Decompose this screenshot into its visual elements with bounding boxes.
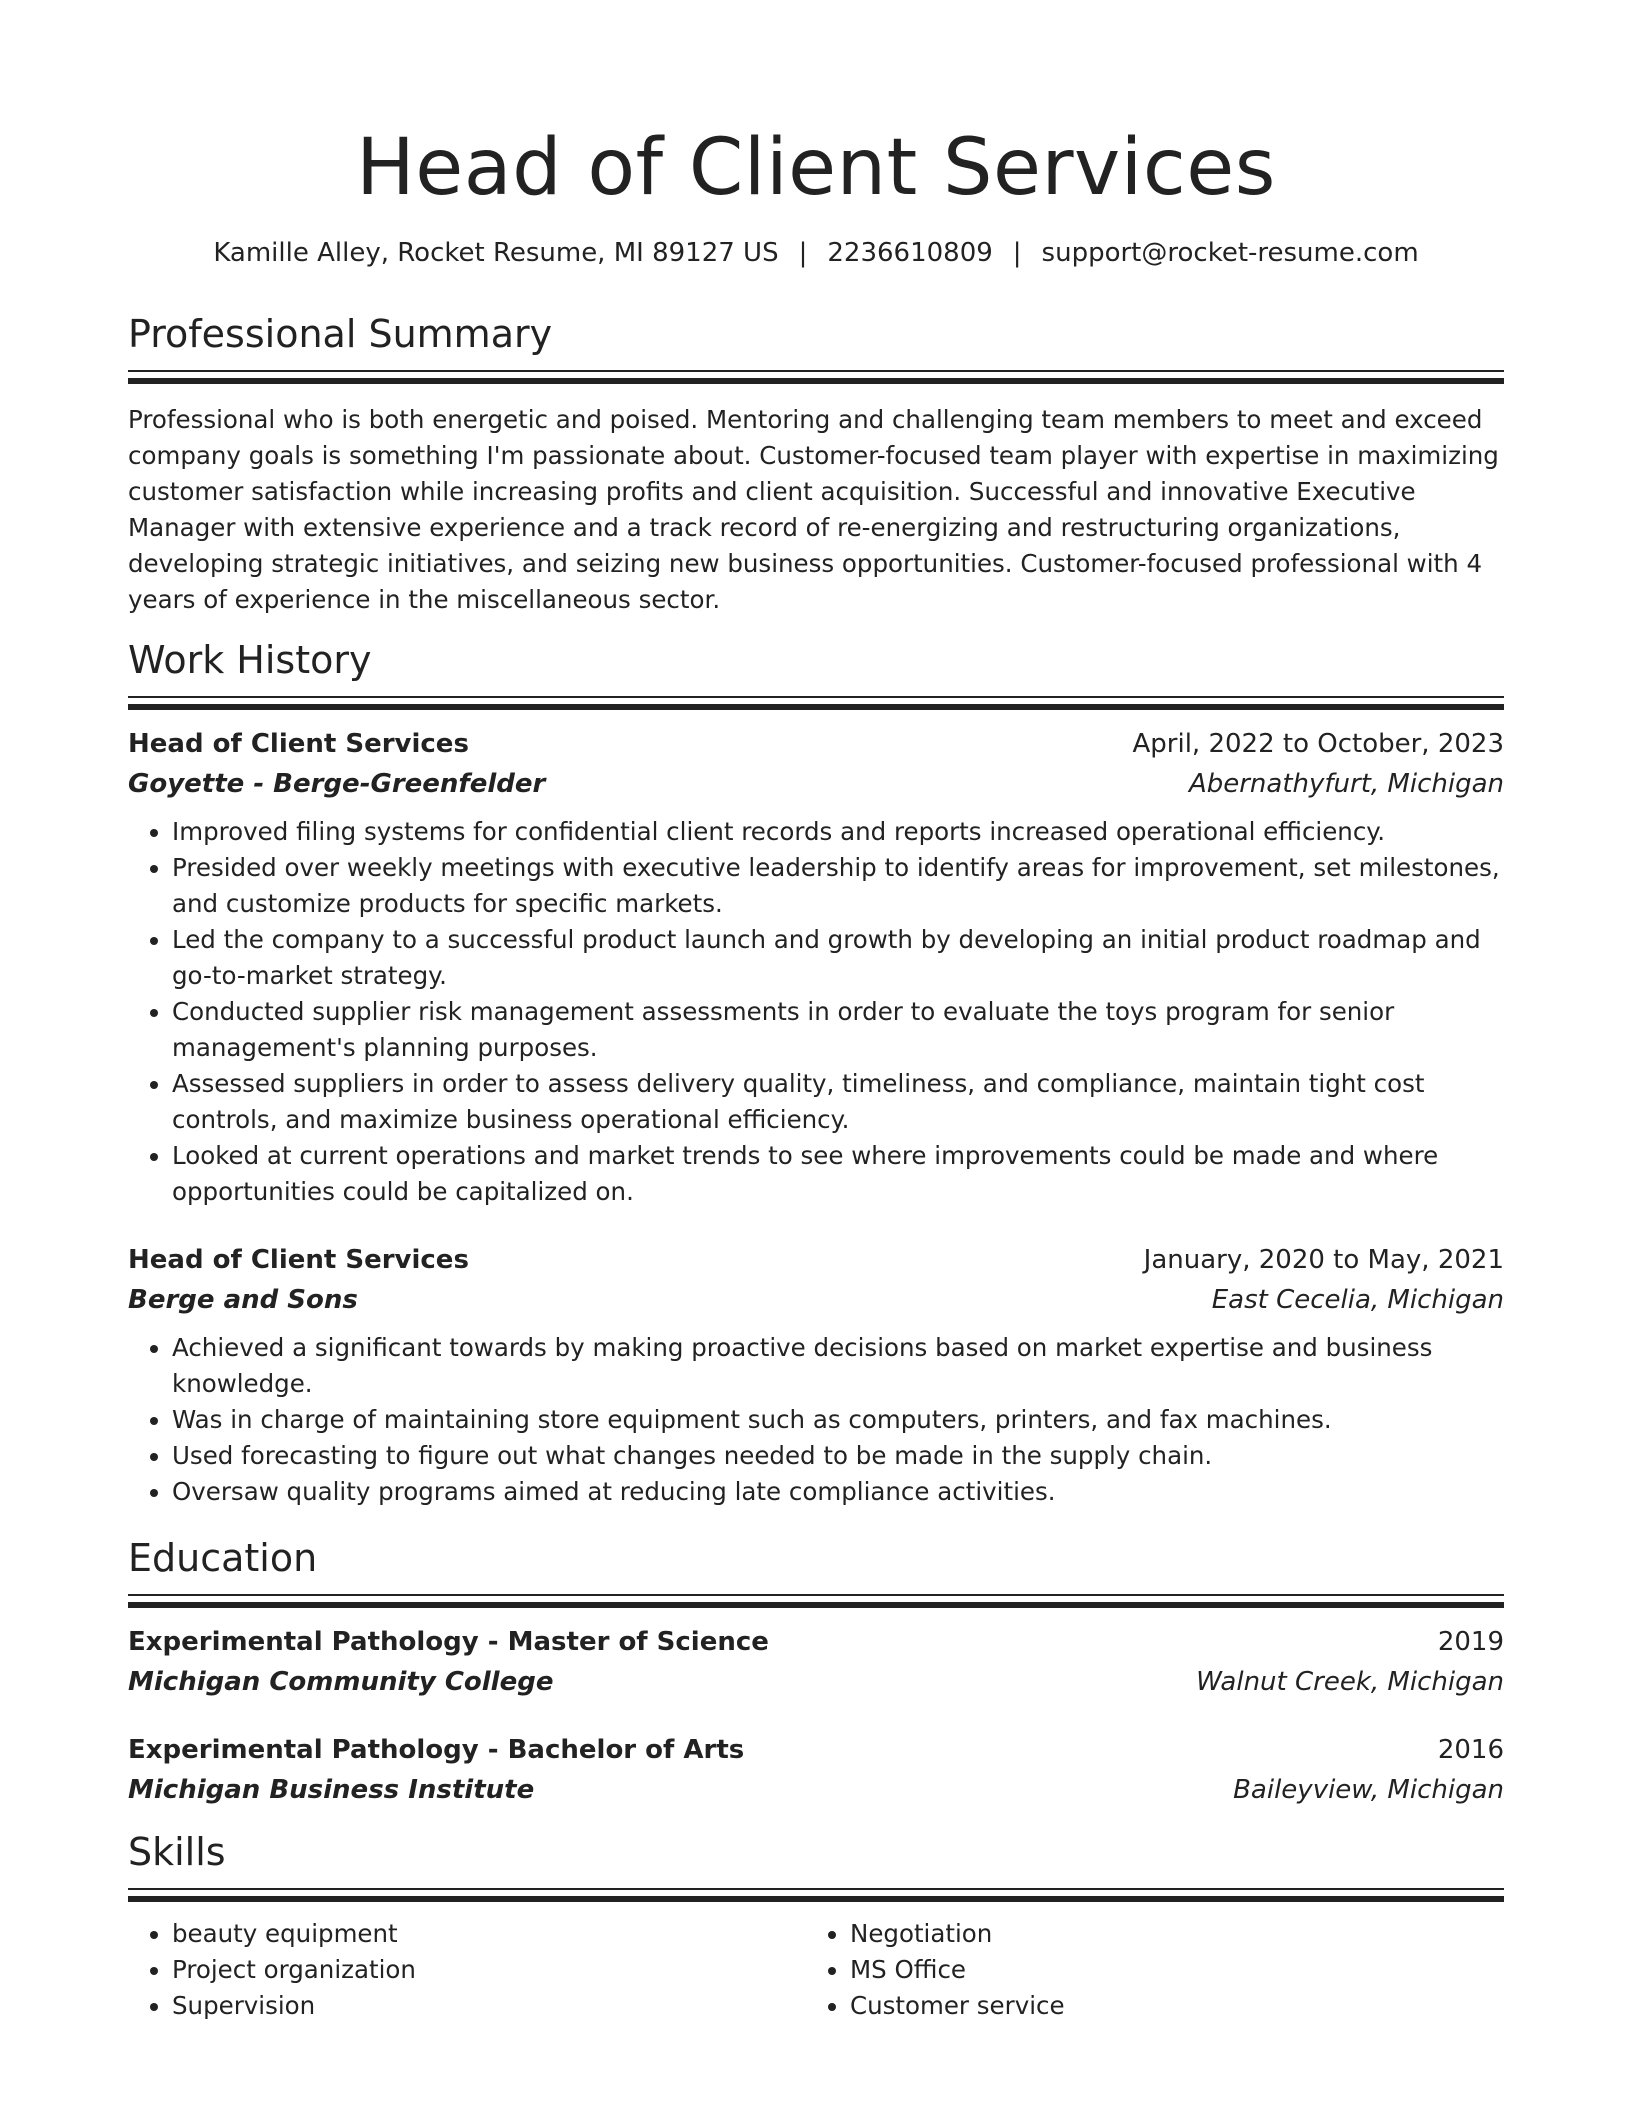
school-location: Walnut Creek, Michigan [1196,1667,1504,1697]
section-title-work-history: Work History [128,638,372,682]
job-company: Goyette - Berge-Greenfelder [128,769,546,799]
job-bullet: • Improved filing systems for confidential client records and reports increased operational efficiency. [172,814,1504,850]
skills-column-right [806,1916,1484,2024]
education-section [128,1534,1504,1810]
school-name: Michigan Community College [128,1667,554,1697]
job-entry [128,1240,1504,1510]
degree-title: Experimental Pathology - Bachelor of Arts [128,1735,745,1765]
education-entry [128,1730,1504,1810]
contact-separator: | [798,238,808,268]
job-bullet: • Presided over weekly meetings with executive leadership to identify areas for improvement, set milestones, and customize products for specific markets. [172,850,1504,922]
skill-item: • Supervision [172,1988,806,2024]
job-bullet: • Achieved a significant towards by making proactive decisions based on market expertise and business knowledge. [172,1330,1504,1402]
work-history-section [128,636,1504,1510]
section-title-skills: Skills [128,1830,226,1874]
job-bullet: • Looked at current operations and market trends to see where improvements could be made and where opportunities could be capitalized on. [172,1138,1504,1210]
skill-item: • beauty equipment [172,1916,806,1952]
job-bullet: • Conducted supplier risk management assessments in order to evaluate the toys program for senior management's planning purposes. [172,994,1504,1066]
section-divider [128,696,1504,710]
skill-item: • Customer service [850,1988,1484,2024]
job-bullets [128,814,1504,1210]
job-location: East Cecelia, Michigan [1211,1285,1504,1315]
contact-separator: | [1012,238,1022,268]
contact-address: Kamille Alley, Rocket Resume, MI 89127 US [213,238,779,268]
resume-name: Head of Client Services [356,123,1276,213]
section-title-education: Education [128,1536,318,1580]
job-location: Abernathyfurt, Michigan [1188,769,1504,799]
job-bullet: • Used forecasting to figure out what changes needed to be made in the supply chain. [172,1438,1504,1474]
skill-item: • Project organization [172,1952,806,1988]
section-divider [128,1594,1504,1608]
school-name: Michigan Business Institute [128,1775,535,1805]
degree-title: Experimental Pathology - Master of Science [128,1627,769,1657]
summary-section [128,310,1504,618]
skills-grid [128,1916,1504,2024]
section-divider [128,1888,1504,1902]
school-location: Baileyview, Michigan [1233,1775,1504,1805]
skills-section [128,1828,1504,2024]
education-entry [128,1622,1504,1702]
section-divider [128,370,1504,384]
job-bullet: • Assessed suppliers in order to assess delivery quality, timeliness, and compliance, maintain tight cost controls, and maximize business operational efficiency. [172,1066,1504,1138]
resume-page [128,0,1504,2024]
education-year: 2016 [1437,1735,1504,1765]
job-bullet: • Oversaw quality programs aimed at reducing late compliance activities. [172,1474,1504,1510]
skills-column-left [128,1916,806,2024]
job-bullet: • Led the company to a successful product launch and growth by developing an initial product roadmap and go-to-market strategy. [172,922,1504,994]
job-bullet: • Was in charge of maintaining store equipment such as computers, printers, and fax machines. [172,1402,1504,1438]
contact-line [128,236,1504,270]
job-title: Head of Client Services [128,729,469,759]
job-title: Head of Client Services [128,1245,469,1275]
skill-item: • MS Office [850,1952,1484,1988]
skill-item: • Negotiation [850,1916,1484,1952]
job-dates: January, 2020 to May, 2021 [1143,1245,1504,1275]
job-dates: April, 2022 to October, 2023 [1132,729,1504,759]
job-company: Berge and Sons [128,1285,358,1315]
job-bullets [128,1330,1504,1510]
contact-phone: 2236610809 [827,238,993,268]
education-year: 2019 [1437,1627,1504,1657]
summary-text: Professional who is both energetic and poised. Mentoring and challenging team members to meet and exceed company goals is something I'm passionate about. Customer-focused team player with expertise in maximizing customer satisfaction while increasing profits and client acquisition. Successful and innovative Executive Manager with extensive experience and a track record of re-energizing and restructuring organizations, developing strategic initiatives, and seizing new business opportunities. Customer-focused professional with 4 years of experience in the miscellaneous sector. [128,405,1499,614]
section-title-summary: Professional Summary [128,312,553,356]
contact-email: support@rocket-resume.com [1041,238,1419,268]
job-entry [128,724,1504,1210]
